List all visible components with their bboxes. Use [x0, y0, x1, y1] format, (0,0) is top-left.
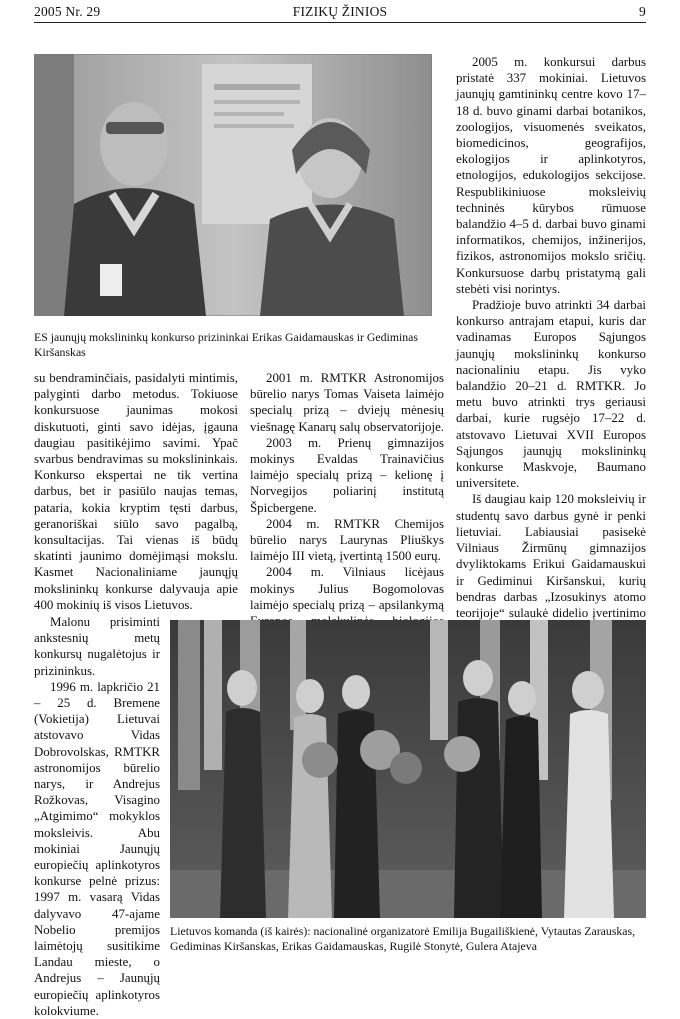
paragraph: 2004 m. Vilniaus licėjaus mokinys Julius Bogomolovas laimėjo specialų prizą – apsilankymą	[250, 565, 444, 612]
paragraph: 2004 m. RMTKR Chemijos būrelio narys Laurynas Pliuškys laimėjo III vietą, įvertintą 1500 eurų.	[250, 516, 444, 564]
header-rule	[34, 22, 646, 23]
paragraph: 2001 m. RMTKR Astronomijos būrelio narys Tomas Vaiseta laimėjo specialų prizą – dviejų mėnesių viešnagę Kanarų salų observatorijoje.	[250, 371, 445, 434]
caption-top-photo: ES jaunųjų mokslininkų konkurso prizininkai Erikas Gaidamauskas ir Gediminas Kiršanskas	[34, 330, 418, 359]
photo-prize-winners	[34, 54, 432, 316]
column-right	[456, 54, 646, 718]
paragraph: Pradžioje buvo atrinkti 34 darbai konkurso antrajam etapui, kuris dar vadinamas Europos Sąjungos jaunųjų mokslininkų konkurso nacionaliniu etapu. Jis vyko balandžio 20–21 d. RMTKR. Jo metu buvo atrinkti trys geriausi darbai, kurie rugsėjo 17–22 d. atstovavo Lietuvai XVII Europos Sąjungos jaunųjų mokslininkų konkurse Maskvoje, Baumano universitete.	[456, 298, 646, 491]
column-left	[34, 370, 238, 613]
page-number: 9	[639, 4, 646, 19]
paragraph: 2005 m. konkursui darbus pristatė 337 mokiniai. Lietuvos jaunųjų gamtininkų centre kovo 17–18 d. buvo ginami darbai botanikos, zoologijos, visuomenės sveikatos, biomedicinos, geografijos, ekologijos ir aplinkotyros, etnologijos, edukologijos sekcijose. Respublikiniuose moksleivių techninės kūrybos rūmuose balandžio 4–5 d. darbai buvo ginami informatikos, chemijos, inžinerijos, fizikos, astronomijos mokslo sričių. Konkursuose darbų pristatymą gali stebėti visi norintys.	[456, 55, 646, 296]
paragraph: Malonu prisiminti ankstesnių metų konkursų nugalėtojus ir prizininkus.	[34, 615, 160, 678]
column-left-narrow	[34, 614, 160, 1019]
paragraph: 2003 m. Prienų gimnazijos mokinys Evaldas Trainavičius laimėjo specialų prizą – kelionę į Norvegijos poliarinį institutą Špicbergene.	[250, 435, 444, 515]
journal-title: FIZIKŲ ŽINIOS	[292, 4, 388, 19]
issue-number: 2005 Nr. 29	[34, 4, 101, 19]
caption-bottom-photo: Lietuvos komanda (iš kairės): nacionalinė organizatorė Emilija Bugailiškienė, Vytautas Zarauskas, Gediminas Kiršanskas, Erikas Gaidamauskas, Rugilė Stonytė, Gulera Atajeva	[170, 924, 636, 953]
photo-lithuanian-team	[170, 620, 646, 918]
paragraph: Iš daugiau kaip 120 moksleivių ir studentų savo darbus gynė ir penki lietuviai. Labiausiai pasisekė Vilniaus Žirmūnų gimnazijos dvyliktokams Erikui Gaidamauskui ir Gediminui Kiršanskui, kurių bendras darbas „Izosukinys atomo teorijoje“ sulaukė didelio įvertinimo	[456, 492, 646, 620]
column-middle	[250, 370, 444, 645]
paragraph: su bendraminčiais, pasidalyti mintimis, palyginti darbo metodus. Tokiuose konkursuose jaunimas mokosi diskutuoti, ginti savo idėjas, įgauna daugiau pasitikėjimo savimi. Ypač svarbus bendravimas su mokslininkais. Konkurso ekspertai ne tik vertina darbus, bet ir pasiūlo naujas temas, pataria, kokia kryptim tęsti darbus, geranoriškai siūlo savo pagalbą, konsultacijas. Tai vienas iš būdų skatinti jaunimo domėjimąsi mokslu. Kasmet Nacionaliniame jaunųjų mokslininkų konkurse dalyvauja apie 400 mokinių iš visos Lietuvos.	[34, 371, 238, 612]
paragraph: 1996 m. lapkričio 21 – 25 d. Bremene (Vokietija) Lietuvai atstovavo Vidas Dobrovolskas, RMTKR astronomijos būrelio narys, ir Andrejus Rožkovas, Visagino „Atgimimo“ mokyklos moksleivis. Abu mokiniai Jaunųjų europiečių aplinkotyros konkurse pelnė prizus: 1997 m. vasarą Vidas dalyvavo 47-ajame Nobelio premijos laimėtojų susitikime Landau mieste, o Andrejus – Jaunųjų europiečių aplinkotyros kolokviume.	[34, 679, 160, 1018]
